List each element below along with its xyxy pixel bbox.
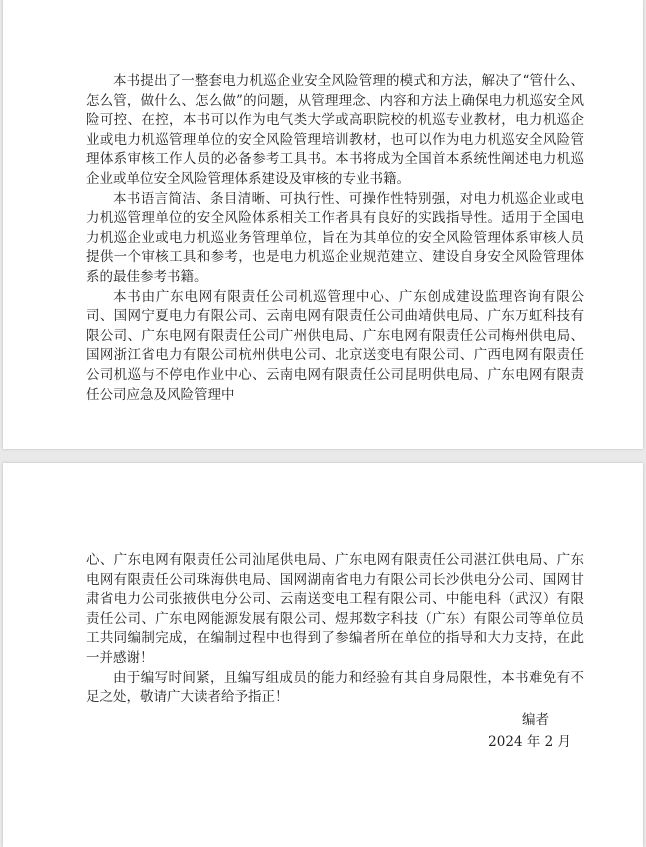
paragraph-closing: 由于编写时间紧，且编写组成员的能力和经验有其自身局限性，本书难免有不足之处，敬请广大读者给予指正！	[86, 669, 584, 706]
signature-block	[488, 709, 571, 753]
paragraph-features: 本书语言简洁、条目清晰、可执行性、可操作性特别强，对电力机巡企业或电力机巡管理单位的安全风险体系相关工作者具有良好的实践指导性。适用于全国电力机巡企业或电力机巡业务管理单位，旨在为其单位的安全风险管理体系审核人员提供一个审核工具和参考，也是电力机巡企业规范建立、建设自身安全风险管理体系的最佳参考书籍。	[86, 190, 584, 285]
paragraph-intro: 本书提出了一整套电力机巡企业安全风险管理的模式和方法，解决了“管什么、怎么管，做什么、怎么做”的问题，从管理理念、内容和方法上确保电力机巡安全风险可控、在控，本书可以作为电气类大学或高职院校的机巡专业教材，电力机巡企业或电力机巡管理单位的安全风险管理培训教材，也可以作为电力机巡安全风险管理体系审核工作人员的必备参考工具书。本书将成为全国首本系统性阐述电力机巡企业或单位安全风险管理体系建设及审核的专业书籍。	[86, 73, 584, 187]
paragraph-contributors: 本书由广东电网有限责任公司机巡管理中心、广东创成建设监理咨询有限公司、国网宁夏电力有限公司、云南电网有限责任公司曲靖供电局、广东万虹科技有限公司、广东电网有限责任公司广州供电局、广东电网有限责任公司梅州供电局、国网浙江省电力有限公司杭州供电公司、北京送变电有限公司、广西电网有限责任公司机巡与不停电作业中心、云南电网有限责任公司昆明供电局、广东电网有限责任公司应急及风险管理中	[86, 288, 584, 403]
page-1-body	[86, 72, 584, 405]
document-page-1	[3, 0, 643, 449]
page-2-body	[86, 551, 584, 708]
signature-author: 编者	[522, 712, 549, 728]
paragraph-contributors-continued: 心、广东电网有限责任公司汕尾供电局、广东电网有限责任公司湛江供电局、广东电网有限责任公司珠海供电局、国网湖南省电力有限公司长沙供电分公司、国网甘肃省电力公司张掖供电分公司、云南送变电工程有限公司、中能电科（武汉）有限责任公司、广东电网能源发展有限公司、煜邦数字科技（广东）有限公司等单位员工共同编制完成，在编制过程中也得到了参编者所在单位的指导和大力支持，在此一并感谢！	[86, 552, 584, 666]
signature-date: 2024 年 2 月	[488, 734, 571, 750]
document-page-2	[3, 463, 643, 847]
